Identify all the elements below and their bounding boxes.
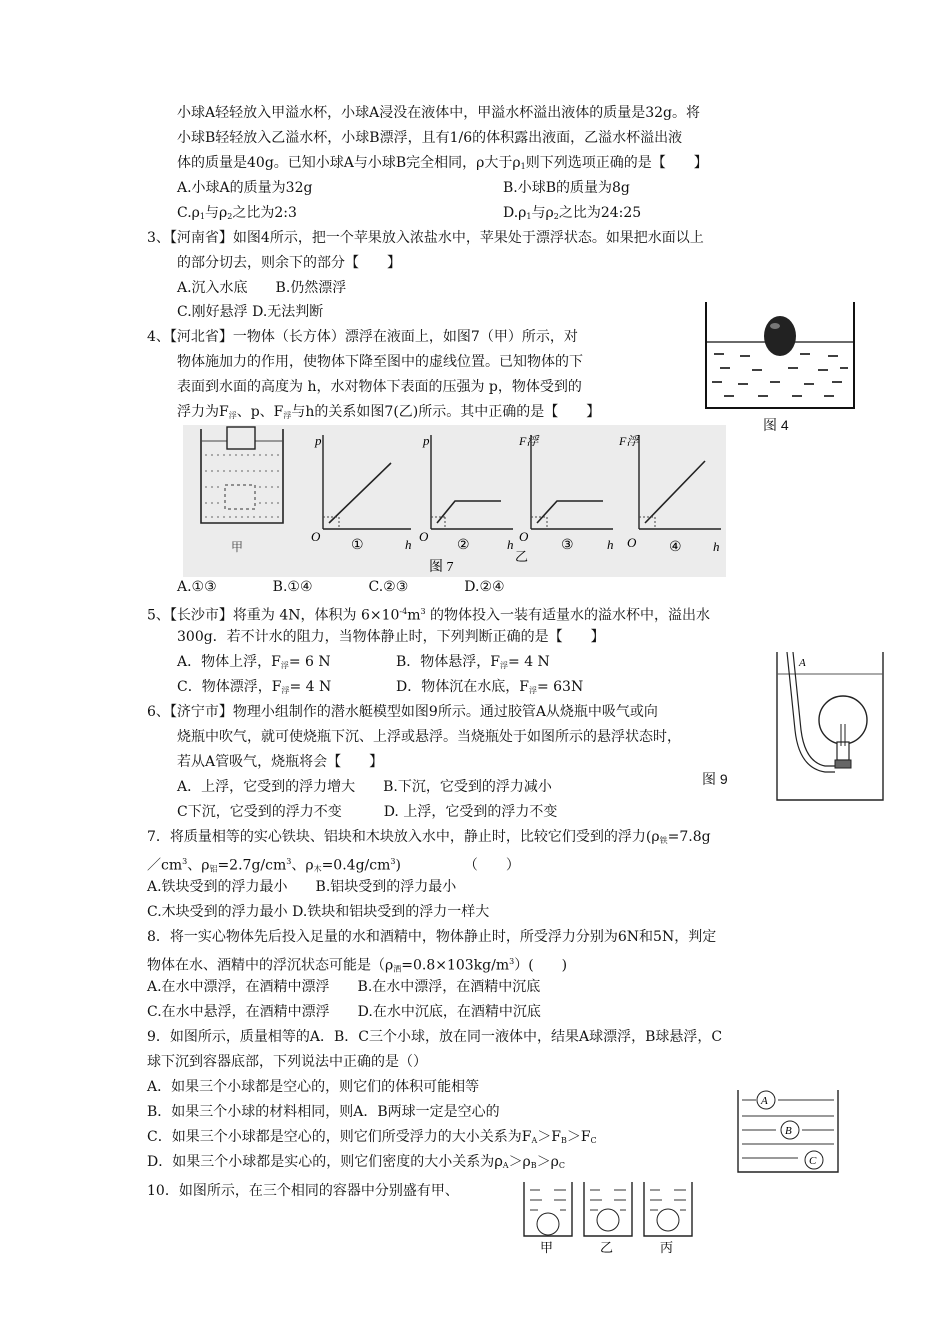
q9-option-c: C．如果三个小球都是空心的，则它们所受浮力的大小关系为$F_A>F_B>F_C$ xyxy=(147,1129,597,1145)
q9-line2: 球下沉到容器底部，下列说法中正确的是（） xyxy=(147,1054,427,1070)
q2-line1: 小球A轻轻放入甲溢水杯，小球A浸没在液体中，甲溢水杯溢出液体的质量是32g。将 xyxy=(177,105,700,121)
q5-option-a: A．物体上浮，$F_浮= 6$ N xyxy=(177,654,331,670)
q7-options-cd: C.木块受到的浮力最小 D.铁块和铝块受到的浮力一样大 xyxy=(147,904,490,920)
figure-9-tube-label: A xyxy=(799,657,806,669)
graph-4-ylabel: F浮 xyxy=(619,434,639,448)
figure-4-caption: 图 4 xyxy=(763,417,789,433)
graph-1-ylabel: p xyxy=(315,433,322,448)
q3-line1: 3、【河南省】如图4所示，把一个苹果放入浓盐水中，苹果处于漂浮状态。如果把水面以上 xyxy=(147,230,704,246)
container-bing xyxy=(644,1182,692,1255)
graph-1-origin: O xyxy=(311,529,321,544)
ball-b-label: B xyxy=(785,1125,792,1137)
q4-line3: 表面到水面的高度为 h，水对物体下表面的压强为 p，物体受到的 xyxy=(177,379,582,395)
container-jia-label: 甲 xyxy=(540,1240,554,1255)
graph-3-xlabel: h xyxy=(607,537,614,552)
q6-line3: 若从A管吸气，烧瓶将会【 】 xyxy=(177,754,384,770)
graph-3-ylabel: F浮 xyxy=(519,434,539,448)
q4-line4: 浮力为$F_浮$、p、$F_浮$与h的关系如图7(乙)所示。其中正确的是【 】 xyxy=(177,404,601,420)
graph-2-origin: O xyxy=(419,529,429,544)
q3-options-ab: A.沉入水底 B.仍然漂浮 xyxy=(177,280,347,296)
q10-line1: 10．如图所示，在三个相同的容器中分别盛有甲、 xyxy=(147,1183,459,1199)
graph-4-origin: O xyxy=(627,535,637,550)
q2-option-d: $D.\rho_1$与$\rho_2$之比为24:25 xyxy=(503,205,642,221)
q9-option-d: D．如果三个小球都是实心的，则它们密度的大小关系为$\rho_A>\rho_B>\rho_C$ xyxy=(147,1153,566,1170)
q4-line1: 4、【河北省】一物体（长方体）漂浮在液面上，如图7（甲）所示，对 xyxy=(147,329,578,345)
graph-3-number: ③ xyxy=(561,538,574,553)
q3-options-cd: C.刚好悬浮 D.无法判断 xyxy=(177,304,324,320)
q9-option-a: A．如果三个小球都是空心的，则它们的体积可能相等 xyxy=(147,1079,480,1095)
q4-options: A.①③ B.①④ C.②③ D.②④ xyxy=(177,579,505,595)
figure-7 xyxy=(183,425,726,577)
q7-line1: 7．将质量相等的实心铁块、铝块和木块放入水中，静止时，比较它们受到的浮力($\rho_铁=7.8g$ xyxy=(147,829,711,845)
figure-7-yi-label: 乙 xyxy=(515,549,529,564)
container-jia xyxy=(524,1182,572,1255)
q9-option-b: B．如果三个小球的材料相同，则A．B两球一定是空心的 xyxy=(147,1104,500,1120)
container-bing-label: 丙 xyxy=(660,1240,674,1255)
graph-2-xlabel: h xyxy=(507,537,514,552)
q5-line2: 300g．若不计水的阻力，当物体静止时，下列判断正确的是【 】 xyxy=(177,629,605,645)
q8-options-cd: C.在水中悬浮，在酒精中漂浮 D.在水中沉底，在酒精中沉底 xyxy=(147,1004,541,1020)
ball-a-label: A xyxy=(761,1095,768,1107)
graph-4-number: ④ xyxy=(669,540,682,555)
q8-line2: 物体在水、酒精中的浮沉状态可能是$(\rho_酒=0.8\times 103kg/m^3)$( ) xyxy=(147,957,568,974)
q6-options-ab: A．上浮，它受到的浮力增大 B.下沉，它受到的浮力减小 xyxy=(177,779,552,795)
graph-1-xlabel: h xyxy=(405,537,412,552)
q5-line1: 5、【长沙市】将重为 4N，体积为 $6\times 10^{-4}m^3$ 的物体投入一装有适量水的溢水杯中，溢出水 xyxy=(147,607,711,624)
figure-9-submarine xyxy=(775,650,885,802)
q2-option-b: B.小球B的质量为8g xyxy=(503,180,630,196)
q3-line2: 的部分切去，则余下的部分【 】 xyxy=(177,255,401,271)
q9-line1: 9．如图所示，质量相等的A．B．C三个小球，放在同一液体中，结果A球漂浮，B球悬浮，C xyxy=(147,1029,723,1045)
q7-options-ab: A.铁块受到的浮力最小 B.铝块受到的浮力最小 xyxy=(147,879,457,895)
q2-line3: 体的质量是40g。已知小球A与小球B完全相同，ρ大于$\rho_1$则下列选项正确的是【 】 xyxy=(177,155,708,171)
q2-option-c: $C.\rho_1$与$\rho_2$之比为2:3 xyxy=(177,205,297,221)
graph-3-origin: O xyxy=(519,529,529,544)
q6-line2: 烧瓶中吹气，就可使烧瓶下沉、上浮或悬浮。当烧瓶处于如图所示的悬浮状态时， xyxy=(177,729,681,745)
ball-c-label: C xyxy=(809,1155,817,1167)
graph-2-number: ② xyxy=(457,538,470,553)
q4-line2: 物体施加力的作用，使物体下降至图中的虚线位置。已知物体的下 xyxy=(177,354,583,370)
q6-options-cd: C下沉，它受到的浮力不变 D. 上浮，它受到的浮力不变 xyxy=(177,804,558,820)
figure-7-caption: 图 7 xyxy=(429,560,454,575)
graph-4-xlabel: h xyxy=(713,539,720,554)
q6-line1: 6、【济宁市】物理小组制作的潜水艇模型如图9所示。通过胶管A从烧瓶中吸气或向 xyxy=(147,704,658,720)
figure-balls-abc xyxy=(736,1088,840,1174)
graph-2-ylabel: p xyxy=(423,433,430,448)
figure-three-containers xyxy=(520,1180,700,1256)
q8-options-ab: A.在水中漂浮，在酒精中漂浮 B.在水中漂浮，在酒精中沉底 xyxy=(147,979,541,995)
q5-option-d: D．物体沉在水底，$F_浮= 63N$ xyxy=(396,679,584,695)
q2-option-a: A.小球A的质量为32g xyxy=(177,180,313,196)
container-yi xyxy=(584,1182,632,1255)
figure-7-jia-label: 甲 xyxy=(231,540,244,554)
q5-option-c: C．物体漂浮，$F_浮= 4$ N xyxy=(177,679,332,695)
figure-4-apple xyxy=(700,296,860,436)
q2-line2: 小球B轻轻放入乙溢水杯，小球B漂浮，且有1/6的体积露出液面，乙溢水杯溢出液 xyxy=(177,130,683,146)
figure-9-caption: 图 9 xyxy=(702,771,728,787)
container-yi-label: 乙 xyxy=(600,1240,614,1255)
q5-option-b: B．物体悬浮，$F_浮= 4$ N xyxy=(396,654,550,670)
q8-line1: 8．将一实心物体先后投入足量的水和酒精中，物体静止时，所受浮力分别为6N和5N，判定 xyxy=(147,929,717,945)
q7-line2: $/cm^3$、$\rho_铝=2.7g/cm^3$、$\rho_木=0.4g/cm^3$) （ ） xyxy=(147,857,520,874)
graph-1-number: ① xyxy=(351,538,364,553)
